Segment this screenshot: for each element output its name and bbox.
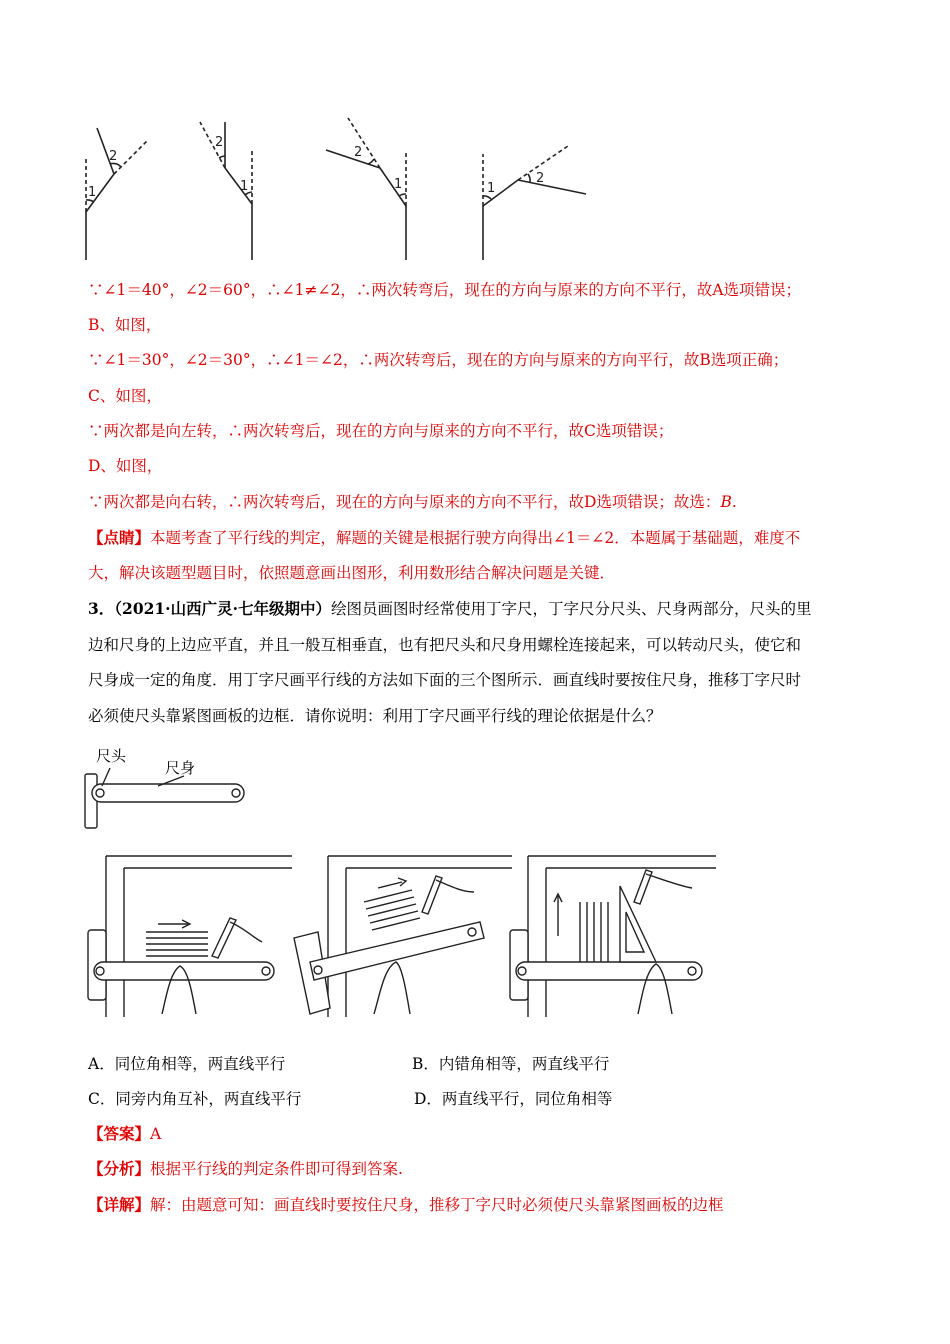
board-2 [294, 856, 512, 1017]
question-text-1: 绘图员画图时经常使用丁字尺，丁字尺分尺头、尺身两部分，尺头的里 [330, 600, 812, 618]
comment-tag: 【点睛】 [88, 528, 151, 547]
question-number: 3． [88, 599, 115, 618]
fig-d-label-1: 1 [487, 181, 496, 196]
option-d[interactable]: D．两直线平行，同位角相等 [414, 1090, 613, 1108]
answer-line [88, 1123, 161, 1145]
solution-d-reason-line [88, 491, 737, 513]
solution-d-head: D、如图， [88, 457, 163, 475]
fig-c-label-1: 1 [394, 177, 403, 192]
comment-text-1: 本题考查了平行线的判定，解题的关键是根据行驶方向得出∠1＝∠2．本题属于基础题，难度不 [150, 529, 801, 547]
option-c[interactable]: C．同旁内角互补，两直线平行 [88, 1090, 302, 1108]
drawing-boards-figure [84, 852, 724, 1020]
analysis-text: 根据平行线的判定条件即可得到答案. [150, 1160, 403, 1178]
answer-tag: 【答案】 [88, 1124, 151, 1143]
solution-d-answer: B [720, 493, 732, 511]
detail-tag: 【详解】 [88, 1195, 151, 1214]
question-line-1 [88, 598, 812, 620]
option-a[interactable]: A．同位角相等，两直线平行 [88, 1055, 286, 1073]
solution-c-head: C、如图， [88, 387, 162, 405]
answer-value: A [150, 1125, 162, 1143]
analysis-line [88, 1158, 403, 1180]
board-3 [510, 856, 716, 1017]
turning-figures [70, 112, 610, 264]
fig-c-label-2: 2 [354, 145, 363, 160]
solution-c-reason: ∵两次都是向左转，∴两次转弯后，现在的方向与原来的方向不平行，故C选项错误； [88, 422, 674, 440]
solution-b-reason: ∵∠1＝30°，∠2＝30°，∴∠1＝∠2，∴两次转弯后，现在的方向与原来的方向平行，故B选项正确； [88, 351, 789, 369]
question-source: （2021·山西广灵·七年级期中） [114, 599, 331, 618]
ruler-body-label: 尺身 [165, 759, 196, 777]
figure-d [483, 146, 586, 260]
fig-b-label-2: 2 [215, 135, 224, 150]
fig-a-label-2: 2 [109, 149, 118, 164]
detail-line [88, 1194, 724, 1216]
board-1 [88, 856, 292, 1017]
solution-b-head: B、如图， [88, 316, 162, 334]
comment-line-1 [88, 527, 800, 549]
ruler-head [85, 774, 97, 828]
solution-d-reason: ∵两次都是向右转，∴两次转弯后，现在的方向与原来的方向不平行，故D选项错误；故选： [88, 493, 721, 511]
option-b[interactable]: B．内错角相等，两直线平行 [412, 1055, 610, 1073]
fig-a-label-1: 1 [88, 185, 97, 200]
question-line-4: 必须使尺头靠紧图画板的边框．请你说明：利用丁字尺画平行线的理论依据是什么？ [88, 707, 662, 725]
ruler-body [92, 784, 244, 802]
ruler-head-label: 尺头 [96, 747, 127, 765]
question-line-3: 尺身成一定的角度．用丁字尺画平行线的方法如下面的三个图所示．画直线时要按住尺身，推移丁字尺时 [88, 671, 802, 689]
comment-line-2: 大，解决该题型题目时，依照题意画出图形，利用数形结合解决问题是关键． [88, 564, 616, 582]
fig-b-label-1: 1 [240, 179, 249, 194]
solution-a-reason: ∵∠1＝40°，∠2＝60°，∴∠1≠∠2，∴两次转弯后，现在的方向与原来的方向不平行，故A选项错误； [88, 281, 802, 299]
detail-text: 解：由题意可知：画直线时要按住尺身，推移丁字尺时必须使尺头靠紧图画板的边框 [150, 1196, 724, 1214]
solution-d-end: . [731, 493, 737, 511]
fig-d-label-2: 2 [536, 171, 545, 186]
t-square-figure [80, 760, 250, 830]
question-line-2: 边和尺身的上边应平直，并且一般互相垂直，也有把尺头和尺身用螺栓连接起来，可以转动尺头，使它和 [88, 636, 802, 654]
analysis-tag: 【分析】 [88, 1159, 151, 1178]
